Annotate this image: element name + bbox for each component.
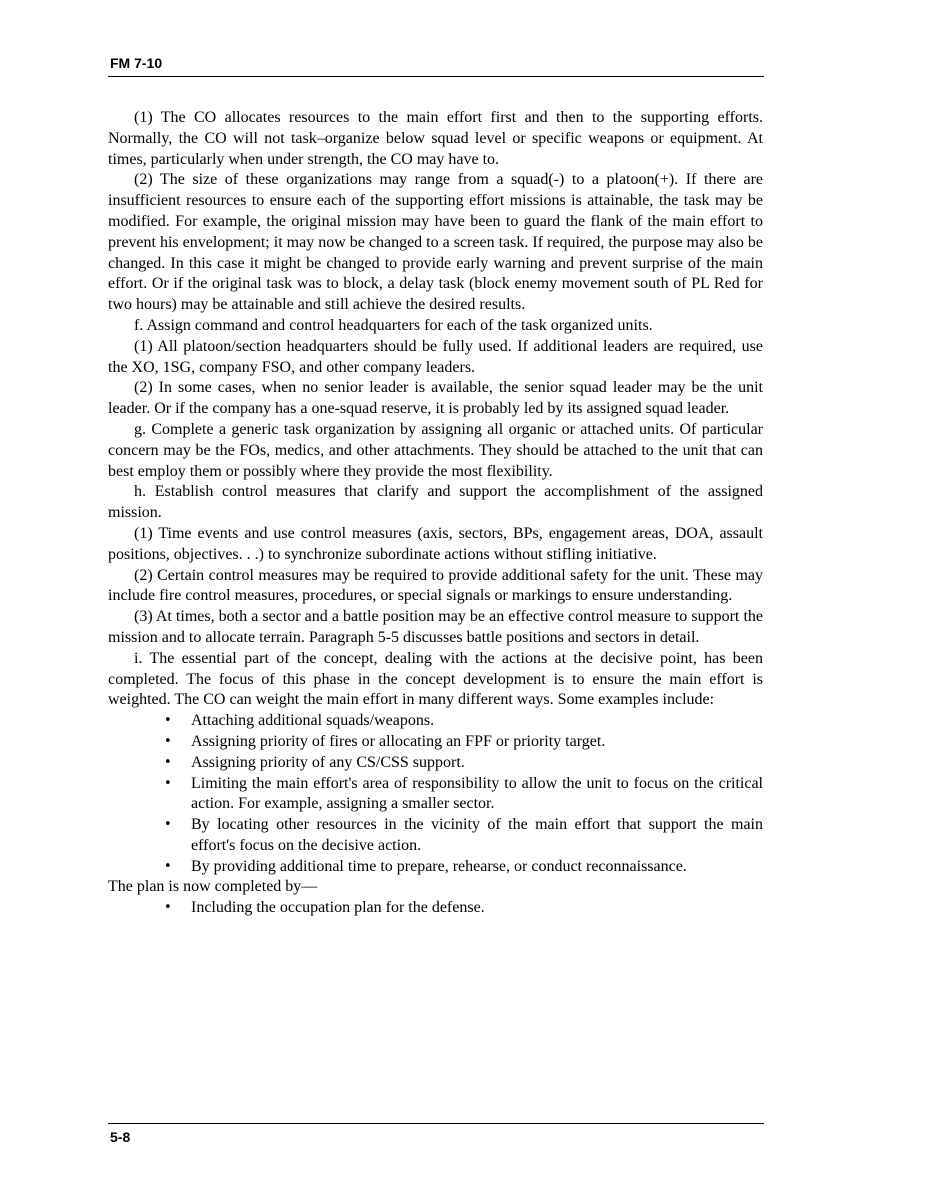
paragraph: (1) The CO allocates resources to the main effort first and then to the supporting efforts. Normally, the CO will not task–organize below squad level or specific weapons or equipment. At times, particularly when under strength, the CO may have to.: [108, 109, 763, 168]
list-item: [108, 774, 763, 816]
list-item-text: By locating other resources in the vicinity of the main effort that support the main effort's focus on the decisive action.: [191, 816, 763, 854]
list-item-text: Assigning priority of any CS/CSS support.: [191, 753, 465, 771]
list-item: [108, 753, 763, 774]
list-item: [108, 815, 763, 857]
bullet-icon: •: [164, 754, 172, 770]
list-item: [108, 732, 763, 753]
paragraph: f. Assign command and control headquarters for each of the task organized units.: [134, 316, 653, 334]
footer-rule: [108, 1123, 764, 1124]
bullet-list-weighting: [108, 711, 763, 877]
paragraph: g. Complete a generic task organization by assigning all organic or attached units. Of particular concern may be the FOs, medics, and other attachments. They should be attached to the unit that can best employ them or possibly where they provide the most flexibility.: [108, 420, 763, 480]
bullet-icon: •: [164, 900, 172, 916]
list-item-text: Including the occupation plan for the defense.: [191, 899, 485, 917]
list-item-text: Attaching additional squads/weapons.: [191, 712, 435, 730]
paragraph: (2) In some cases, when no senior leader is available, the senior squad leader may be the unit leader. Or if the company has a one-squad reserve, it is probably led by its assigned squad leader.: [108, 379, 763, 418]
list-item-text: By providing additional time to prepare, rehearse, or conduct reconnaissance.: [191, 857, 687, 875]
list-item: [108, 711, 763, 732]
paragraph: (3) At times, both a sector and a battle position may be an effective control measure to support the mission and to allocate terrain. Paragraph 5-5 discusses battle positions and sectors in detail.: [108, 608, 763, 646]
bullet-icon: •: [164, 858, 172, 874]
bullet-icon: •: [164, 733, 172, 749]
paragraph: (1) All platoon/section headquarters should be fully used. If additional leaders are required, use the XO, 1SG, company FSO, and other company leaders.: [108, 337, 763, 376]
bullet-list-plan: [108, 898, 763, 919]
page-number: 5-8: [110, 1129, 131, 1145]
list-item: [108, 857, 763, 878]
paragraph: The plan is now completed by—: [108, 878, 318, 896]
paragraph: (2) The size of these organizations may range from a squad(-) to a platoon(+). If there are insufficient resources to ensure each of the supporting effort missions is attainable, the task may be modified. For example, the original mission may have been to guard the flank of the main effort to prevent his envelopment; it may now be changed to a screen task. If required, the purpose may also be changed. In this case it might be changed to provide early warning and prevent surprise of the main effort. Or if the original task was to block, a delay task (block enemy movement south of PL Red for two hours) may be attainable and still achieve the desired results.: [108, 171, 763, 314]
list-item-text: Limiting the main effort's area of responsibility to allow the unit to focus on the critical action. For example, assigning a smaller sector.: [191, 774, 763, 813]
paragraph: (1) Time events and use control measures (axis, sectors, BPs, engagement areas, DOA, assault positions, objectives. . .) to synchronize subordinate actions without stifling initiative.: [108, 524, 763, 563]
paragraph: (2) Certain control measures may be required to provide additional safety for the unit. These may include fire control measures, procedures, or special signals or markings to ensure understanding.: [108, 566, 763, 605]
body-text: [108, 108, 763, 919]
list-item: [108, 898, 763, 919]
list-item-text: Assigning priority of fires or allocating an FPF or priority target.: [191, 732, 606, 750]
manual-title: FM 7-10: [110, 55, 163, 71]
bullet-icon: •: [164, 713, 172, 729]
paragraph: h. Establish control measures that clarify and support the accomplishment of the assigned mission.: [108, 483, 763, 522]
header-rule: [108, 76, 764, 77]
bullet-icon: •: [164, 775, 172, 791]
paragraph: i. The essential part of the concept, dealing with the actions at the decisive point, has been completed. The focus of this phase in the concept development is to ensure the main effort is weighted. The CO can weight the main effort in many different ways. Some examples include:: [108, 649, 763, 709]
bullet-icon: •: [164, 817, 172, 833]
